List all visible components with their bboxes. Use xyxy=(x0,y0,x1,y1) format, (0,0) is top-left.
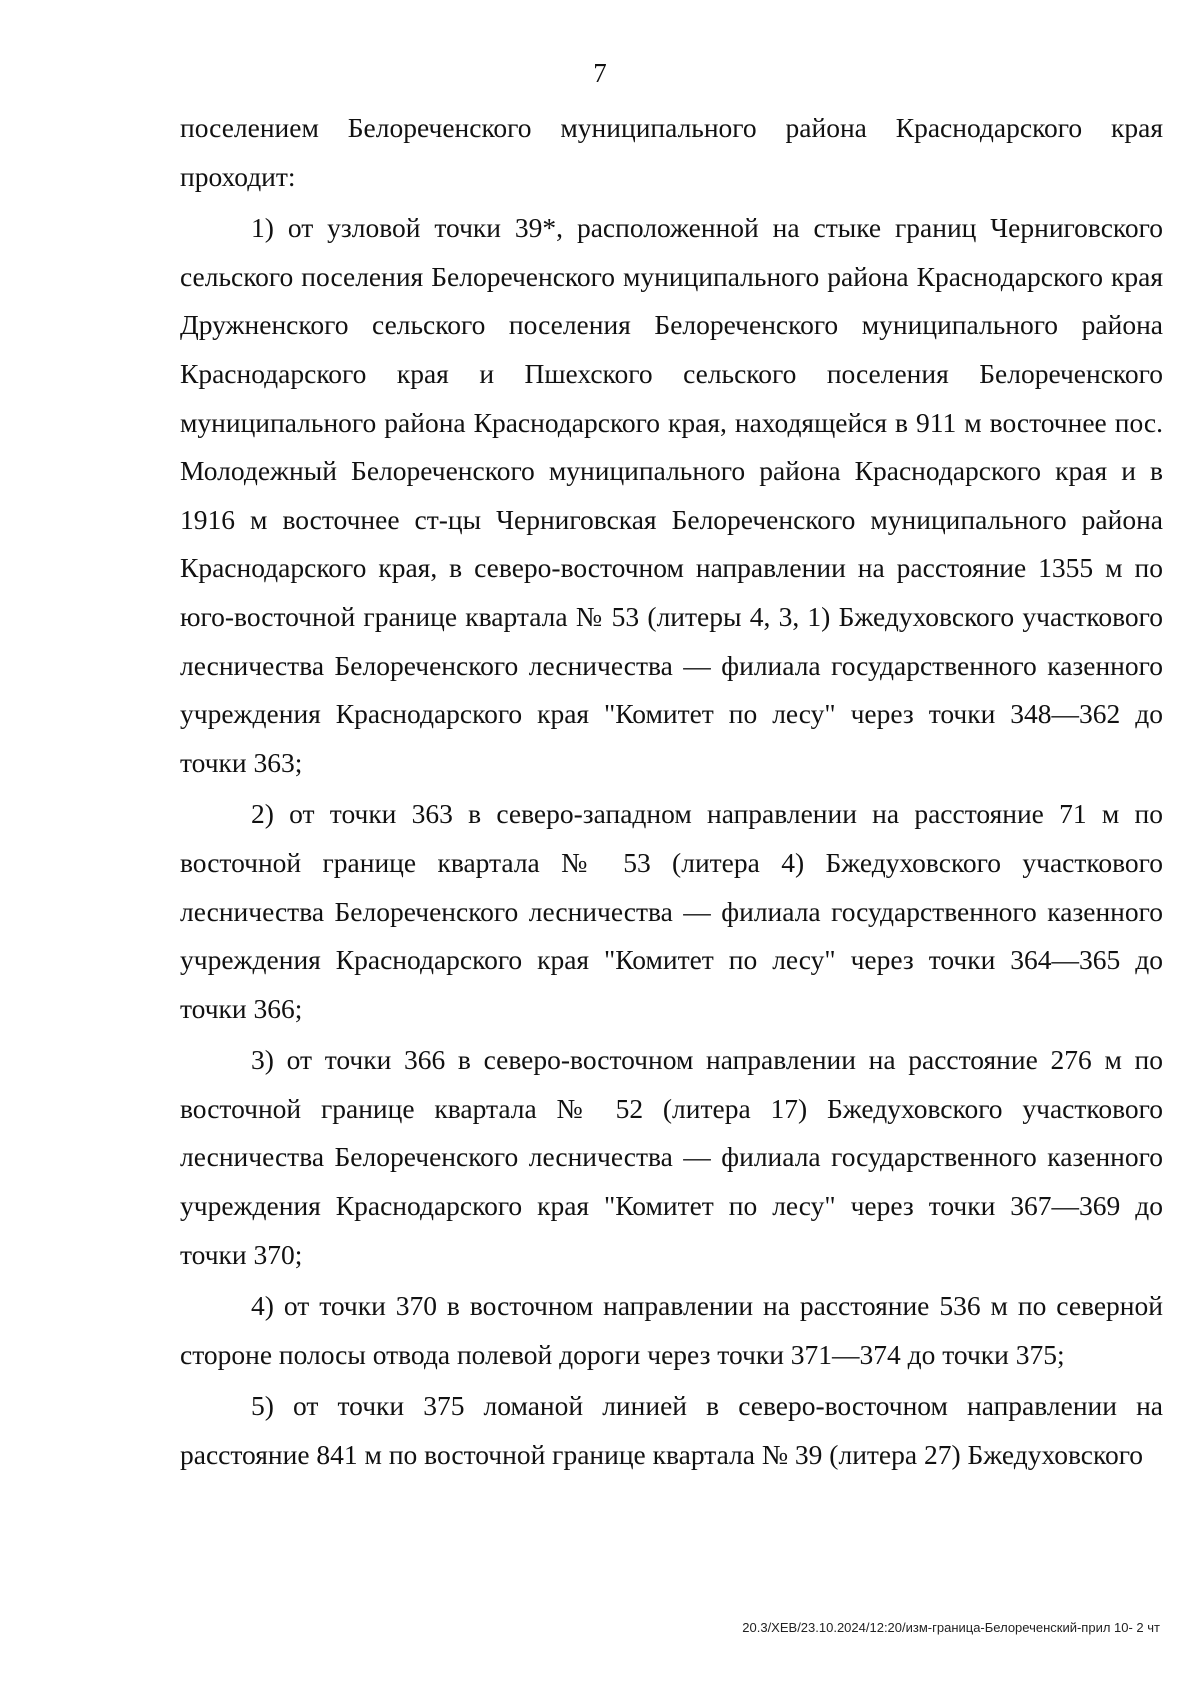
paragraph-item-4: 4) от точки 370 в восточном направлении на расстояние 536 м по северной стороне полосы отвода полевой дороги через точки 371—374 до точки 375; xyxy=(180,1290,1163,1370)
paragraph-item-5: 5) от точки 375 ломаной линией в северо-восточном направлении на расстояние 841 м по восточной границе квартала № 39 (литера 27) Бжедуховского xyxy=(180,1390,1163,1471)
paragraph-item-1: 1) от узловой точки 39*, расположенной на стыке границ Черниговского сельского поселения Белореченского муниципального района Краснодарского края Дружненского сельского поселения Белореченского муниципального района Краснодарского края и Пшехского сельского поселения Белореченского муниципального района Краснодарского края, находящейся в 911 м восточнее пос. Молодежный Белореченского муниципального района Краснодарского края и в 1916 м восточнее ст-цы Черниговская Белореченского муниципального района Краснодарского края, в северо-восточном направлении на расстояние 1355 м по юго-восточной границе квартала № 53 (литеры 4, 3, 1) Бжедуховского участкового лесничества Белореченского лесничества — филиала государственного казенного учреждения Краснодарского края "Комитет по лесу" через точки 348—362 до точки 363; xyxy=(180,212,1163,778)
paragraph-intro: поселением Белореченского муниципального района Краснодарского края проходит: xyxy=(180,112,1163,192)
document-body xyxy=(180,104,1163,1480)
page-number: 7 xyxy=(593,58,607,88)
paragraph-item-3: 3) от точки 366 в северо-восточном направлении на расстояние 276 м по восточной границе квартала № 52 (литера 17) Бжедуховского участкового лесничества Белореченского лесничества — филиала государственного казенного учреждения Краснодарского края "Комитет по лесу" через точки 367—369 до точки 370; xyxy=(180,1044,1163,1270)
document-footer-code: 20.3/ХЕВ/23.10.2024/12:20/изм-граница-Белореченский-прил 10- 2 чт xyxy=(742,1620,1160,1635)
paragraph-item-2: 2) от точки 363 в северо-западном направлении на расстояние 71 м по восточной границе квартала № 53 (литера 4) Бжедуховского участкового лесничества Белореченского лесничества — филиала государственного казенного учреждения Краснодарского края "Комитет по лесу" через точки 364—365 до точки 366; xyxy=(180,798,1163,1024)
